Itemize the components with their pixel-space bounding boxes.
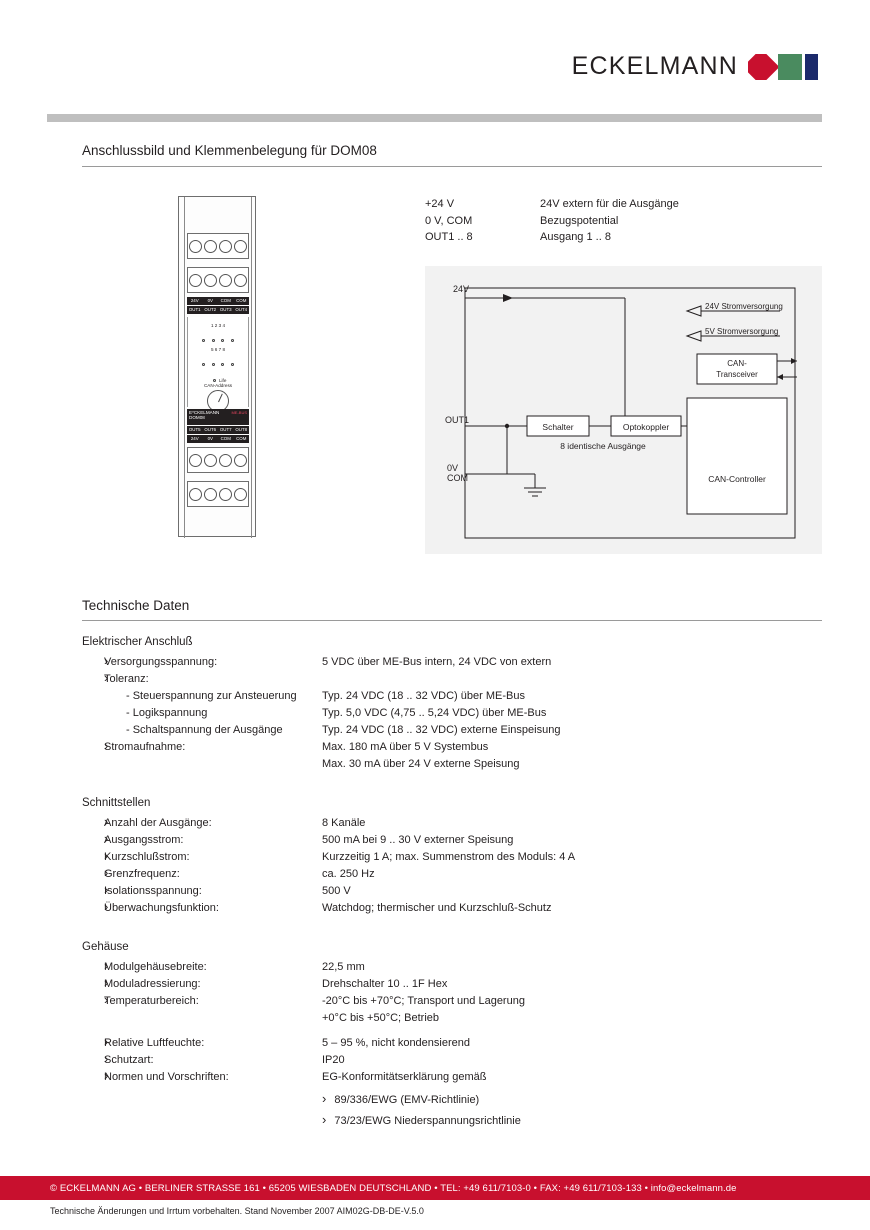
legend-terminal-desc: Bezugspotential xyxy=(540,214,619,227)
schematic-label-optocoupler: Optokoppler xyxy=(622,422,670,432)
tech-group xyxy=(82,941,822,1130)
tech-row xyxy=(82,756,822,773)
header-divider xyxy=(47,114,822,122)
led-number: 6 xyxy=(214,347,218,352)
bullet-icon xyxy=(322,1116,334,1126)
tech-row xyxy=(82,1035,822,1052)
bullet-icon xyxy=(82,1035,104,1052)
life-label-text: Life xyxy=(218,378,227,383)
tech-value: Drehschalter 10 .. 1F Hex xyxy=(322,978,448,990)
module-label-row-bottom-1 xyxy=(187,426,249,434)
tech-row xyxy=(82,976,822,993)
tech-label: Moduladressierung: xyxy=(104,978,201,990)
tech-value: Typ. 24 VDC (18 .. 32 VDC) über ME-Bus xyxy=(322,690,525,702)
legend-terminal-desc: Ausgang 1 .. 8 xyxy=(540,231,611,243)
tech-value: 500 V xyxy=(322,885,351,897)
tech-value: Max. 30 mA über 24 V externe Speisung xyxy=(322,758,520,770)
bullet-icon xyxy=(82,671,104,688)
terminal-screws-bottom-2 xyxy=(187,481,249,507)
tech-row xyxy=(82,832,822,849)
bullet-icon xyxy=(82,1069,104,1086)
terminal-screws-top-1 xyxy=(187,233,249,259)
bullet-icon xyxy=(322,1095,334,1105)
tech-value: Max. 180 mA über 5 V Systembus xyxy=(322,741,489,753)
tech-label: Versorgungsspannung: xyxy=(104,656,218,668)
tech-group xyxy=(82,636,822,773)
tech-group-title: Elektrischer Anschluß xyxy=(82,636,193,648)
module-label-row-top-1 xyxy=(187,297,249,305)
legend-terminal-desc: 24V extern für die Ausgänge xyxy=(540,198,679,210)
tech-label: Temperaturbereich: xyxy=(104,995,199,1007)
brand-header xyxy=(572,52,818,81)
module-type-block xyxy=(187,409,249,425)
module-label: OUT2 xyxy=(204,307,217,312)
tech-value: Watchdog; thermischer und Kurzschluß-Schutz xyxy=(322,902,552,914)
bullet-icon xyxy=(82,849,104,866)
led-number: 4 xyxy=(222,323,226,328)
tech-row xyxy=(82,1010,822,1027)
bullet-icon xyxy=(82,993,104,1010)
schematic-label-identical-outputs: 8 identische Ausgänge xyxy=(560,441,646,451)
tech-row xyxy=(82,739,822,756)
tech-value: +0°C bis +50°C; Betrieb xyxy=(322,1012,440,1024)
terminal-screws-top-2 xyxy=(187,267,249,293)
bullet-icon xyxy=(82,739,104,756)
schematic-label-supply5: 5V Stromversorgung xyxy=(705,327,779,336)
tech-value: 22,5 mm xyxy=(322,961,365,973)
tech-row xyxy=(82,722,822,739)
schematic-label-transceiver-1: CAN- xyxy=(727,359,747,368)
can-address-label: CAN-Address xyxy=(203,383,233,388)
module-label: COM xyxy=(236,298,247,303)
led-number: 2 xyxy=(214,323,218,328)
tech-group xyxy=(82,797,822,917)
legend-row xyxy=(425,229,679,246)
tech-label: - Steuerspannung zur Ansteuerung xyxy=(126,690,297,702)
tech-subitem: 89/336/EWG (EMV-Richtlinie) xyxy=(334,1094,480,1106)
tech-row xyxy=(82,1069,822,1086)
legend-terminal-name: +24 V xyxy=(425,198,455,210)
module-front-panel xyxy=(187,317,249,407)
module-label: OUT6 xyxy=(204,427,217,432)
terminal-screws-bottom-1 xyxy=(187,447,249,473)
tech-label: Normen und Vorschriften: xyxy=(104,1071,229,1083)
legend-row xyxy=(425,196,679,213)
tech-row xyxy=(82,654,822,671)
module-label: COM xyxy=(236,436,247,441)
connection-section-rule xyxy=(82,166,822,167)
tech-subitem: 73/23/EWG Niederspannungsrichtlinie xyxy=(334,1115,521,1127)
tech-value: 8 Kanäle xyxy=(322,817,366,829)
tech-row xyxy=(82,866,822,883)
schematic-label-com: COM xyxy=(447,473,468,483)
tech-label: - Schaltspannung der Ausgänge xyxy=(126,724,283,736)
bullet-icon xyxy=(82,1052,104,1069)
tech-value: IP20 xyxy=(322,1054,345,1066)
tech-value: ca. 250 Hz xyxy=(322,868,375,880)
tech-group-title: Schnittstellen xyxy=(82,797,151,809)
module-label: OUT4 xyxy=(235,307,248,312)
schematic-label-24v: 24V xyxy=(453,284,470,294)
legend-terminal-name: OUT1 .. 8 xyxy=(425,231,473,243)
bullet-icon xyxy=(82,832,104,849)
module-label: OUT8 xyxy=(235,427,248,432)
tech-subitem-row xyxy=(82,1092,822,1109)
schematic-label-out1: OUT1 xyxy=(445,415,470,425)
tech-row xyxy=(82,688,822,705)
module-label: 24V xyxy=(190,436,199,441)
led-number: 5 xyxy=(210,347,214,352)
tech-row xyxy=(82,671,822,688)
tech-label: Stromaufnahme: xyxy=(104,741,186,753)
tech-value: Kurzzeitig 1 A; max. Summenstrom des Moduls: 4 A xyxy=(322,851,576,863)
tech-label: - Logikspannung xyxy=(126,707,208,719)
led-dots-top xyxy=(188,329,248,347)
module-label: COM xyxy=(220,436,231,441)
schematic-label-controller: CAN-Controller xyxy=(708,474,766,484)
bullet-icon xyxy=(82,654,104,671)
module-label: OUT1 xyxy=(188,307,201,312)
tech-row xyxy=(82,1052,822,1069)
tech-section-rule xyxy=(82,620,822,621)
module-label: 0V xyxy=(207,298,213,303)
legend-terminal-name: 0 V, COM xyxy=(425,214,473,227)
tech-label: Anzahl der Ausgänge: xyxy=(104,817,212,829)
module-label: COM xyxy=(220,298,231,303)
bullet-icon xyxy=(82,815,104,832)
module-illustration xyxy=(178,196,256,537)
bullet-icon xyxy=(82,866,104,883)
led-dots-bottom xyxy=(188,353,248,371)
tech-label: Relative Luftfeuchte: xyxy=(104,1037,205,1049)
eckelmann-logo-icon xyxy=(748,54,818,80)
module-label-row-bottom-2 xyxy=(187,435,249,443)
terminal-legend xyxy=(425,196,679,246)
module-brand-label: E*CKELMANN xyxy=(189,410,220,415)
block-schematic xyxy=(425,266,822,554)
module-label: OUT3 xyxy=(219,307,232,312)
tech-value: 5 VDC über ME-Bus intern, 24 VDC von extern xyxy=(322,656,552,668)
tech-subitem-row xyxy=(82,1113,822,1130)
module-label: OUT7 xyxy=(219,427,232,432)
schematic-label-transceiver-2: Transceiver xyxy=(716,370,758,379)
bullet-icon xyxy=(82,883,104,900)
schematic-label-switch: Schalter xyxy=(542,422,574,432)
tech-value: -20°C bis +70°C; Transport und Lagerung xyxy=(322,995,525,1007)
module-label: 0V xyxy=(207,436,213,441)
footer-note: Technische Änderungen und Irrtum vorbehalten. Stand November 2007 AIM02G-DB-DE-V.5.0 xyxy=(50,1206,424,1216)
module-label: OUT5 xyxy=(188,427,201,432)
tech-row xyxy=(82,883,822,900)
tech-row xyxy=(82,900,822,917)
tech-section-title: Technische Daten xyxy=(82,598,190,613)
tech-group-title: Gehäuse xyxy=(82,941,129,953)
tech-row xyxy=(82,849,822,866)
legend-row xyxy=(425,213,679,230)
led-number: 7 xyxy=(218,347,222,352)
tech-value: EG-Konformitätserklärung gemäß xyxy=(322,1071,487,1083)
tech-row xyxy=(82,993,822,1010)
tech-value: 5 – 95 %, nicht kondensierend xyxy=(322,1037,470,1049)
tech-label: Isolationsspannung: xyxy=(104,885,202,897)
module-type-label: DOM08 xyxy=(189,415,205,420)
tech-row xyxy=(82,815,822,832)
tech-row xyxy=(82,959,822,976)
led-number: 8 xyxy=(222,347,226,352)
led-number: 1 xyxy=(210,323,214,328)
technical-data xyxy=(82,636,822,1144)
schematic-label-0v: 0V xyxy=(447,463,459,473)
tech-label: Überwachungsfunktion: xyxy=(104,902,219,914)
module-label: 24V xyxy=(190,298,199,303)
brand-name: ECKELMANN xyxy=(571,52,738,80)
tech-label: Kurzschlußstrom: xyxy=(104,851,190,863)
tech-value: Typ. 24 VDC (18 .. 32 VDC) externe Einspeisung xyxy=(322,724,561,736)
bullet-icon xyxy=(82,959,104,976)
tech-value: Typ. 5,0 VDC (4,75 .. 5,24 VDC) über ME-Bus xyxy=(322,707,547,719)
tech-value xyxy=(322,671,822,688)
schematic-label-supply24: 24V Stromversorgung xyxy=(705,302,783,311)
led-number: 3 xyxy=(218,323,222,328)
tech-label: Schutzart: xyxy=(104,1054,154,1066)
tech-value: 500 mA bei 9 .. 30 V externer Speisung xyxy=(322,834,514,846)
bullet-icon xyxy=(82,900,104,917)
tech-label: Toleranz: xyxy=(104,673,149,685)
module-label-row-top-2 xyxy=(187,306,249,314)
tech-label: Grenzfrequenz: xyxy=(104,868,180,880)
connection-section-title: Anschlussbild und Klemmenbelegung für DOM08 xyxy=(82,143,377,158)
tech-label: Ausgangsstrom: xyxy=(104,834,184,846)
footer-bar: © ECKELMANN AG • BERLINER STRASSE 161 • 65205 WIESBADEN DEUTSCHLAND • TEL: +49 611/7103-0 • FAX: +49 611/7103-133 • info@eckelmann.de xyxy=(0,1176,870,1200)
tech-label: Modulgehäusebreite: xyxy=(104,961,207,973)
bus-label: ME-BUS xyxy=(231,410,247,415)
tech-row xyxy=(82,705,822,722)
bullet-icon xyxy=(82,976,104,993)
